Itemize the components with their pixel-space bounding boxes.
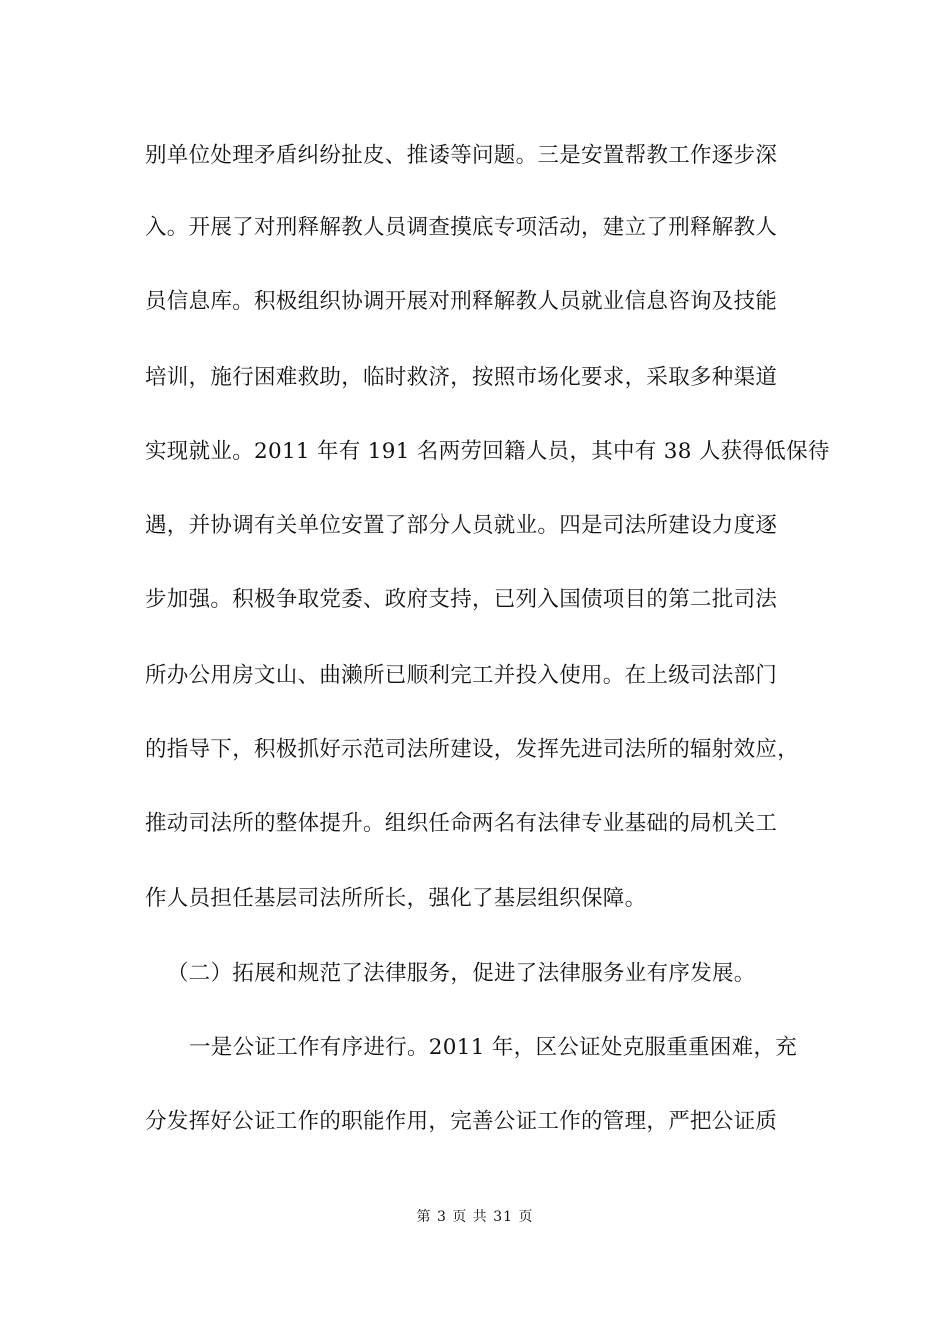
paragraph-line: 推动司法所的整体提升。组织任命两名有法律专业基础的局机关工 [145, 811, 778, 836]
page-number-footer: 第 3 页 共 31 页 [416, 1209, 534, 1225]
paragraph-line: 所办公用房文山、曲濑所已顺利完工并投入使用。在上级司法部门 [145, 663, 778, 688]
paragraph-line: 的指导下，积极抓好示范司法所建设，发挥先进司法所的辐射效应， [145, 737, 800, 762]
paragraph-line: 遇，并协调有关单位安置了部分人员就业。四是司法所建设力度逐 [145, 513, 778, 538]
paragraph-line: 一是公证工作有序进行。2011 年，区公证处克服重重困难，充 [189, 1035, 798, 1060]
paragraph-line: 实现就业。2011 年有 191 名两劳回籍人员，其中有 38 人获得低保待 [145, 439, 830, 464]
paragraph-line: 别单位处理矛盾纠纷扯皮、推诿等问题。三是安置帮教工作逐步深 [145, 143, 778, 168]
section-heading: （二）拓展和规范了法律服务，促进了法律服务业有序发展。 [167, 961, 756, 986]
paragraph-line: 入。开展了对刑释解教人员调查摸底专项活动，建立了刑释解教人 [145, 215, 778, 240]
paragraph-line: 分发挥好公证工作的职能作用，完善公证工作的管理，严把公证质 [145, 1109, 778, 1134]
paragraph-line: 员信息库。积极组织协调开展对刑释解教人员就业信息咨询及技能 [145, 289, 778, 314]
paragraph-line: 步加强。积极争取党委、政府支持，已列入国债项目的第二批司法 [145, 587, 778, 612]
paragraph-line: 作人员担任基层司法所所长，强化了基层组织保障。 [145, 886, 647, 911]
paragraph-line: 培训，施行困难救助，临时救济，按照市场化要求，采取多种渠道 [145, 365, 778, 390]
